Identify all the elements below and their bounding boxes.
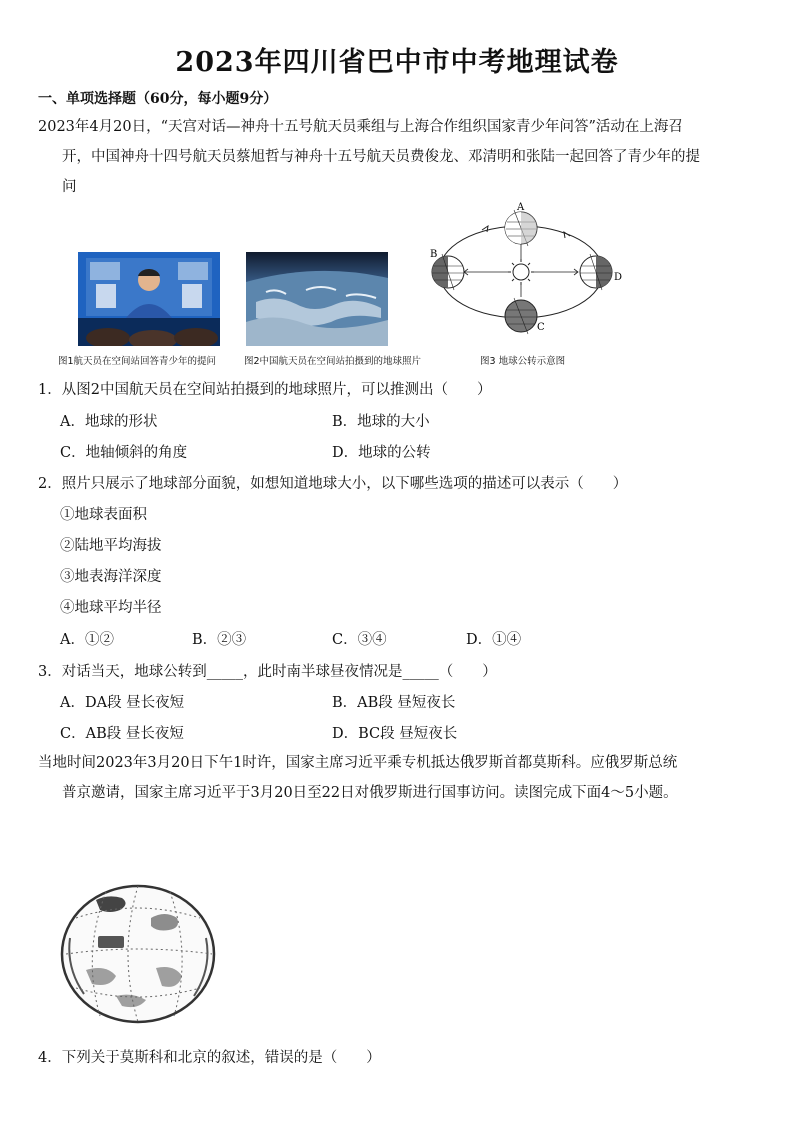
figure-2-caption: 图2中国航天员在空间站拍摄到的地球照片: [244, 356, 422, 367]
passage-1: [38, 112, 758, 202]
question-1-stem: 1．从图2中国航天员在空间站拍摄到的地球照片，可以推测出（ ）: [38, 382, 492, 398]
earth-position-a: [505, 210, 537, 246]
orbit-label-b: B: [430, 249, 438, 260]
question-1-option-c[interactable]: C．地轴倾斜的角度: [60, 445, 188, 461]
question-2-item-4: ④地球平均半径: [60, 600, 162, 616]
question-1-option-a[interactable]: A．地球的形状: [60, 414, 158, 430]
question-3-option-a[interactable]: A．DA段 昼长夜短: [60, 695, 185, 711]
page-title: 2023年四川省巴中市中考地理试卷: [175, 47, 619, 78]
earth-photo-image: [246, 252, 388, 346]
question-1-option-b[interactable]: B．地球的大小: [332, 414, 430, 430]
passage-2-line-2: 普京邀请，国家主席习近平于3月20日至22日对俄罗斯进行国事访问。读图完成下面4～5小题。: [62, 785, 678, 801]
question-2-option-d[interactable]: D．①④: [466, 632, 522, 648]
figure-1-photo: [78, 252, 220, 346]
earth-position-c: [505, 298, 537, 334]
question-2-option-b[interactable]: B．②③: [192, 632, 247, 648]
orbit-label-d: D: [614, 272, 623, 283]
question-3-option-d[interactable]: D．BC段 昼短夜长: [332, 726, 458, 742]
question-2-stem: 2．照片只展示了地球部分面貌，如想知道地球大小，以下哪些选项的描述可以表示（ ）: [38, 476, 628, 492]
astronaut-image: [78, 252, 220, 346]
question-1-option-d[interactable]: D．地球的公转: [332, 445, 431, 461]
figure-1-caption: 图1航天员在空间站回答青少年的提问: [58, 356, 217, 367]
section-heading: 一、单项选择题（60分，每小题9分）: [38, 91, 278, 107]
passage-1-line-1: 2023年4月20日，“天宫对话—神舟十五号航天员乘组与上海合作组织国家青少年问答”活动在上海召: [38, 119, 683, 135]
orbit-label-c: C: [537, 322, 545, 333]
sun-icon: [508, 259, 534, 285]
question-4-stem: 4．下列关于莫斯科和北京的叙述，错误的是（ ）: [38, 1050, 381, 1066]
passage-1-line-3: 问: [62, 179, 77, 195]
figure-3-orbit-diagram: [420, 202, 640, 342]
passage-2: [38, 748, 758, 808]
question-2-item-1: ①地球表面积: [60, 507, 147, 523]
question-2-option-a[interactable]: A．①②: [60, 632, 114, 648]
question-3-stem: 3．对话当天，地球公转到_____，此时南半球昼夜情况是_____（ ）: [38, 664, 497, 680]
question-3-option-b[interactable]: B．AB段 昼短夜长: [332, 695, 456, 711]
figure-2-photo: [246, 252, 388, 346]
question-2-option-c[interactable]: C．③④: [332, 632, 387, 648]
figure-3-caption: 图3 地球公转示意图: [480, 356, 566, 367]
question-2-item-2: ②陆地平均海拔: [60, 538, 162, 554]
orbit-label-a: A: [517, 202, 525, 213]
question-3-option-c[interactable]: C．AB段 昼长夜短: [60, 726, 184, 742]
question-2-item-3: ③地表海洋深度: [60, 569, 162, 585]
passage-1-line-2: 开，中国神舟十四号航天员蔡旭哲与神舟十五号航天员费俊龙、邓清明和张陆一起回答了青少年的提: [62, 149, 700, 165]
globe-sketch-image: [56, 878, 220, 1028]
earth-position-d: [580, 254, 612, 290]
passage-2-line-1: 当地时间2023年3月20日下午1时许，国家主席习近平乘专机抵达俄罗斯首都莫斯科。应俄罗斯总统: [38, 755, 678, 771]
